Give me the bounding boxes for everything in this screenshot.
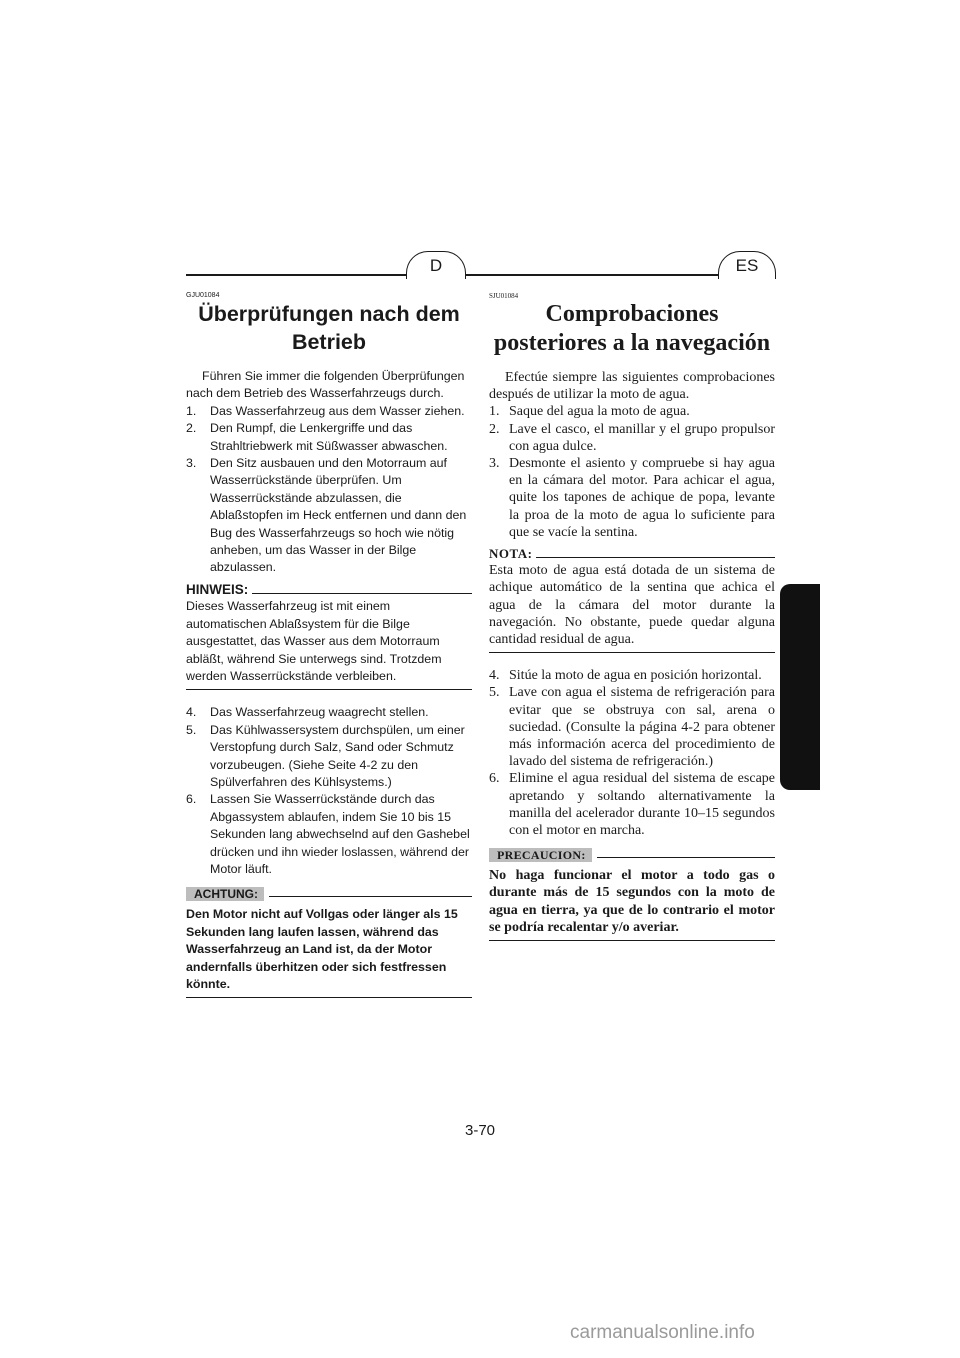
warning-rule bbox=[597, 857, 775, 858]
warning-heading bbox=[186, 887, 472, 901]
section-code: SJU01084 bbox=[489, 292, 519, 300]
warning-text: No haga funcionar el motor a todo gas o durante más de 15 segundos con la moto de agua en tierra, ya que de lo contrario el motor se podría recalentar y/o averiar. bbox=[489, 867, 775, 941]
note-text: Dieses Wasserfahrzeug ist mit einem automatischen Ablaßsystem für die Bilge ausgestattet, das Wasser aus dem Motorraum abläßt, während Sie unterwegs sind. Trotzdem werden Wasserrückstände verbleiben. bbox=[186, 598, 472, 690]
warning-rule bbox=[269, 896, 472, 897]
steps-list-a bbox=[186, 403, 472, 577]
intro-paragraph: Führen Sie immer die folgenden Überprüfungen nach dem Betrieb des Wasserfahrzeugs durch. bbox=[186, 369, 465, 401]
spanish-column bbox=[489, 292, 775, 941]
note-text: Esta moto de agua está dotada de un sistema de achique automático de la sentina que achica el agua de la cámara del motor durante la navegación. No obstante, puede quedar alguna cantidad residual de agua. bbox=[489, 562, 775, 653]
section-title: Überprüfungen nach dem Betrieb bbox=[198, 302, 460, 354]
note-label: HINWEIS: bbox=[186, 581, 249, 597]
note-label: NOTA: bbox=[489, 546, 533, 562]
list-item: 6. Elimine el agua residual del sistema de escape apretando y soltando alternativamente la manilla del acelerador durante 10–15 segundos con el motor en marcha. bbox=[489, 771, 775, 839]
list-item: 5. Das Kühlwassersystem durchspülen, um einer Verstopfung durch Salz, Sand oder Schmutz vorzubeugen. (Siehe Seite 4-2 zu den Spülverfahren des Kühlsystems.) bbox=[186, 722, 465, 789]
intro-paragraph: Efectúe siempre las siguientes comprobaciones después de utilizar la moto de agua. bbox=[489, 370, 775, 403]
header-rule bbox=[186, 274, 774, 276]
list-item: 1. Das Wasserfahrzeug aus dem Wasser ziehen. bbox=[186, 403, 465, 418]
note-rule bbox=[252, 593, 472, 594]
warning-text: Den Motor nicht auf Vollgas oder länger als 15 Sekunden lang laufen lassen, während das Wasserfahrzeug an Land ist, da der Motor andernfalls überhitzen oder sich festfressen könnte. bbox=[186, 906, 472, 998]
page-number: 3-70 bbox=[464, 1122, 496, 1139]
warning-label: ACHTUNG: bbox=[186, 887, 264, 901]
list-item: 6. Lassen Sie Wasserrückstände durch das Abgassystem ablaufen, indem Sie 10 bis 15 Sekunden lang abwechselnd auf den Gashebel drücken und ihn wieder loslassen, während der Motor läuft. bbox=[186, 792, 470, 876]
steps-list-b bbox=[489, 667, 775, 839]
section-code: GJU01084 bbox=[186, 292, 220, 299]
list-item: 4. Sitúe la moto de agua en posición horizontal. bbox=[489, 668, 762, 684]
note-heading bbox=[489, 545, 775, 562]
list-item: 1. Saque del agua la moto de agua. bbox=[489, 404, 690, 420]
steps-list-a bbox=[489, 403, 775, 541]
steps-list-b bbox=[186, 704, 472, 878]
language-badge-spanish: ES bbox=[718, 251, 776, 279]
list-item: 5. Lave con agua el sistema de refrigeración para evitar que se obstruya con sal, arena o suciedad. (Consulte la página 4-2 para obtener más información acerca del procedimiento de lavado del sistema de refrigeración.) bbox=[489, 685, 775, 770]
note-rule bbox=[536, 557, 775, 558]
warning-heading bbox=[489, 848, 775, 862]
section-title: Comprobaciones posteriores a la navegación bbox=[493, 301, 771, 356]
list-item: 2. Den Rumpf, die Lenkergriffe und das Strahltriebwerk mit Süßwasser abwaschen. bbox=[186, 421, 448, 453]
language-badge-german: D bbox=[406, 251, 466, 279]
german-column bbox=[186, 292, 472, 998]
note-heading bbox=[186, 581, 472, 598]
chapter-tab bbox=[780, 584, 820, 790]
list-item: 4. Das Wasserfahrzeug waagrecht stellen. bbox=[186, 705, 429, 720]
warning-label: PRECAUCION: bbox=[489, 848, 592, 862]
list-item: 2. Lave el casco, el manillar y el grupo propulsor con agua dulce. bbox=[489, 421, 775, 454]
list-item: 3. Den Sitz ausbauen und den Motorraum auf Wasserrückstände überprüfen. Um Wasserrückstände abzulassen, die Ablaßstopfen im Heck entfernen und dann den Bug des Wasserfahrzeugs so hoch wie nötig anheben, um das Wasser in der Bilge abzulassen. bbox=[186, 456, 467, 575]
watermark-text: carmanualsonline.info bbox=[570, 1322, 755, 1343]
list-item: 3. Desmonte el asiento y compruebe si hay agua en la cámara del motor. Para achicar el agua, quite los tapones de achique de popa, levante la proa de la moto de agua lo suficiente para que se vacíe la sentina. bbox=[489, 456, 775, 540]
